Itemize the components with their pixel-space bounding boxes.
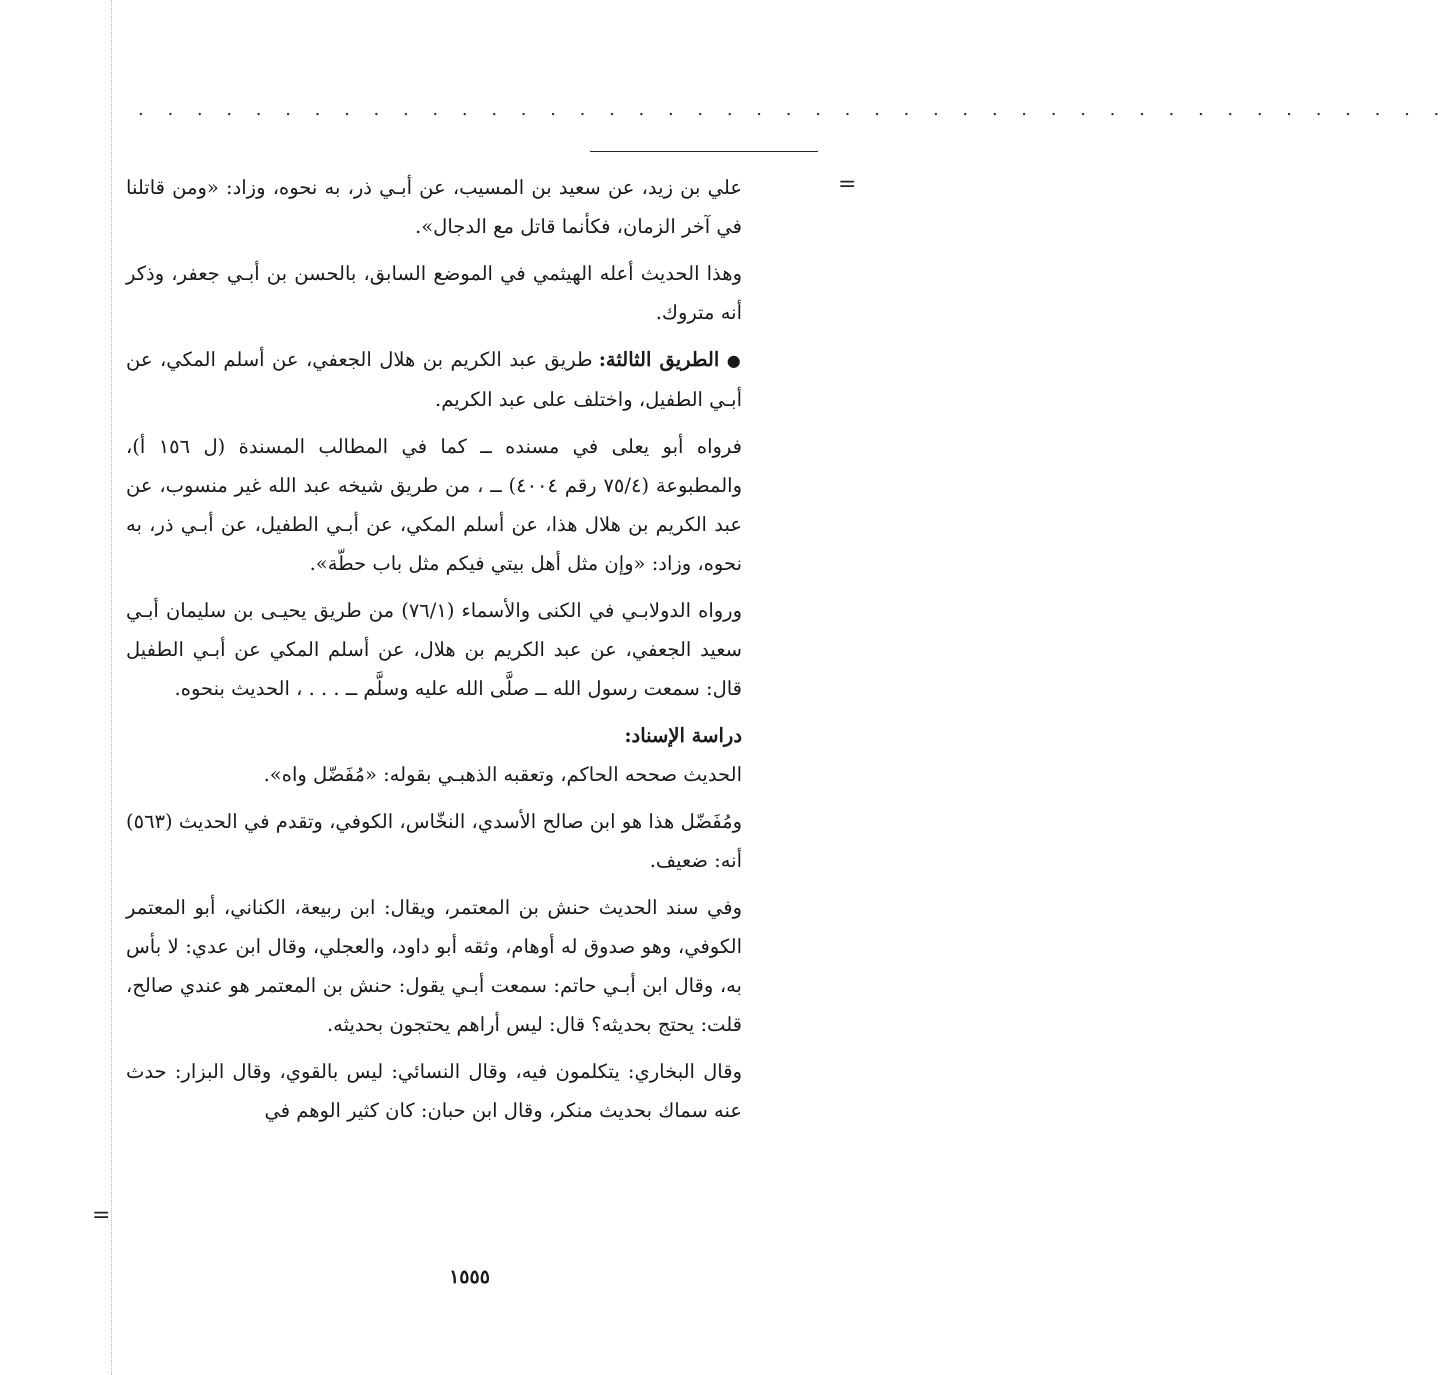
page-number: ١٥٥٥ (449, 1266, 490, 1288)
footnote-rule (590, 151, 818, 152)
dotted-separator: . . . . . . . . . . . . . . . . . . . . . . . . . . . . . . . . . . . . . . . . . . . . . (138, 99, 1448, 120)
footnote-text (126, 168, 742, 1138)
third-route-text: طريق عبد الكريم بن هلال الجعفي، عن أسلم المكي، عن أبـي الطفيل، واختلف على عبد الكريم. (126, 348, 742, 411)
continuation-mark-bottom: = (92, 1203, 111, 1228)
paragraph-ali-bin-zaid: علي بن زيد، عن سعيد بن المسيب، عن أبـي ذر، به نحوه، وزاد: «ومن قاتلنا في آخر الزمان، فكأنما قاتل مع الدجال». (126, 176, 742, 238)
page-edge-line (111, 0, 112, 1375)
third-route-label: الطريق الثالثة: (598, 348, 720, 371)
paragraph-mufaddal: ومُفَضّل هذا هو ابن صالح الأسدي، النخّاس، الكوفي، وتقدم في الحديث (٥٦٣) أنه: ضعيف. (126, 810, 742, 872)
paragraph-third-route (126, 340, 742, 419)
paragraph-hanash: وفي سند الحديث حنش بن المعتمر، ويقال: ابن ربيعة، الكناني، أبو المعتمر الكوفي، وهو صدوق له أوهام، وثقه أبو داود، والعجلي، وقال ابن عدي: لا بأس به، وقال ابن أبـي حاتم: سمعت أبـي يقول: حنش بن المعتمر هو عندي صالح، قلت: يحتج بحديثه؟ قال: ليس أراهم يحتجون بحديثه. (126, 896, 742, 1036)
paragraph-haythami: وهذا الحديث أعله الهيثمي في الموضع السابق، بالحسن بن أبـي جعفر، وذكر أنه متروك. (126, 262, 742, 324)
bullet-icon: ● (726, 351, 742, 370)
paragraph-dulabi: ورواه الدولابـي في الكنى والأسماء (٧٦/١) من طريق يحيـى بن سليمان أبـي سعيد الجعفي، عن عبد الكريم بن هلال، عن أسلم المكي عن أبـي الطفيل قال: سمعت رسول الله ــ صلَّى الله عليه وسلَّم ــ . . . ، الحديث بنحوه. (126, 599, 743, 700)
continuation-mark-top: = (838, 172, 857, 197)
study-heading: دراسة الإسناد: (624, 724, 742, 747)
paragraph-abu-yala: فرواه أبو يعلى في مسنده ــ كما في المطالب المسندة (ل ١٥٦ أ)، والمطبوعة (٧٥/٤ رقم ٤٠٠٤) ــ ، من طريق شيخه عبد الله غير منسوب، عن عبد الكريم بن هلال هذا، عن أسلم المكي، عن أبـي الطفيل، عن أبـي ذر، به نحوه، وزاد: «وإن مثل أهل بيتي فيكم مثل باب حطّة». (126, 435, 742, 575)
paragraph-hakim: الحديث صححه الحاكم، وتعقبه الذهبـي بقوله: «مُفَضّل واه». (263, 763, 742, 786)
paragraph-bukhari: وقال البخاري: يتكلمون فيه، وقال النسائي: ليس بالقوي، وقال البزار: حدث عنه سماك بحديث منكر، وقال ابن حبان: كان كثير الوهم في (126, 1060, 742, 1122)
